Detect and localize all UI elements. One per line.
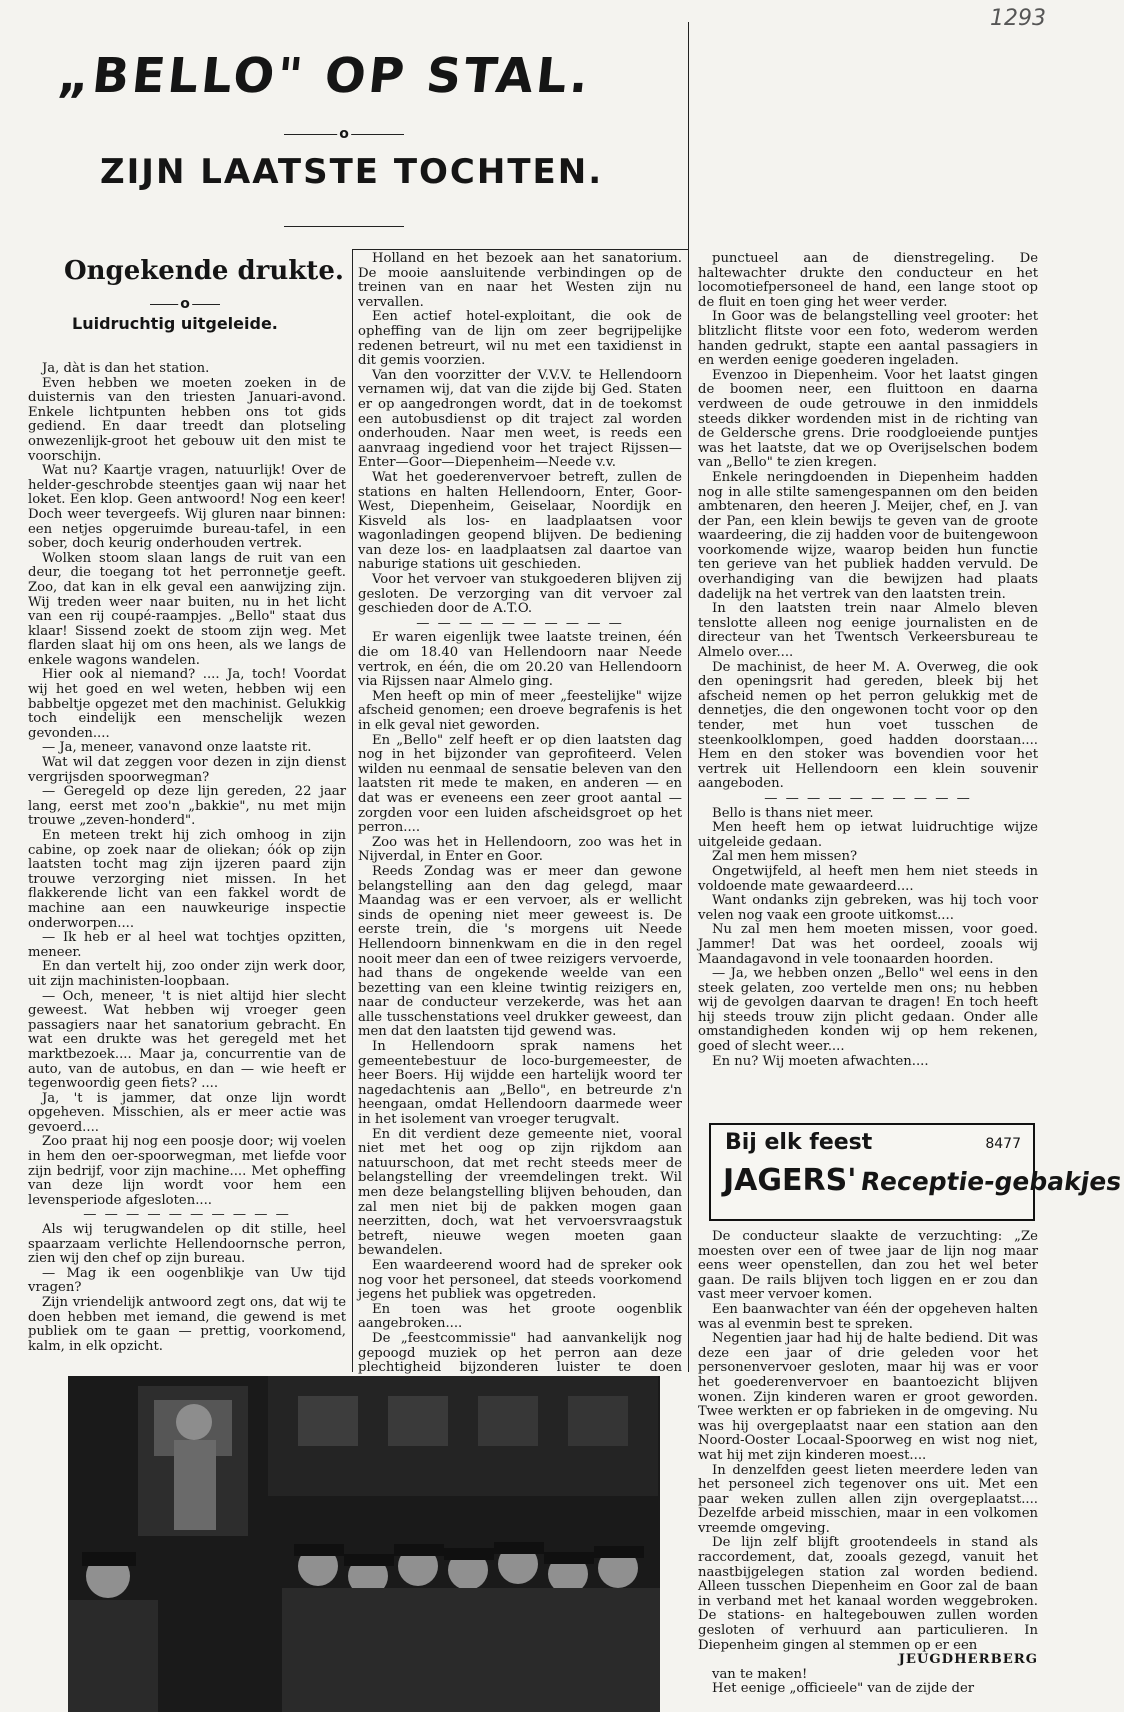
column-rule-2 xyxy=(688,22,689,1372)
paragraph: Even hebben we moeten zoeken in de duisternis van den triesten Januari-avond. Enkele lichtpunten hebben ons tot gids gediend. En daar treedt dan plotseling onwezenlijk-groot het gebouw uit den mist te voorschijn. xyxy=(28,375,346,464)
paragraph: Zoo was het in Hellendoorn, zoo was het in Nijverdal, in Enter en Goor. xyxy=(358,834,682,865)
subheadline: ZIJN LAATSTE TOCHTEN. xyxy=(100,152,604,192)
paragraph: Wat nu? Kaartje vragen, natuurlijk! Over de helder-geschrobde steentjes gaan wij naar het loket. Een klop. Geen antwoord! Nog een keer! Doch weer tevergeefs. Wij gluren naar binnen: een netjes opgeruimde bureau-tafel, in een sober, doch keurig onderhouden vertrek. xyxy=(28,463,346,552)
paragraph: En toen was het groote oogenblik aangebroken.... xyxy=(358,1301,682,1332)
paragraph: Hier ook al niemand? .... Ja, toch! Voordat wij het goed en wel weten, hebben wij een babbeltje opgezet met den machinist. Gelukkig toch eindelijk een menschelijk wezen gevonden.... xyxy=(28,667,346,741)
paragraph: Ja, dàt is dan het station. xyxy=(42,361,210,376)
section-separator xyxy=(150,296,220,312)
paragraph: Ongetwijfeld, al heeft men hem niet steeds in voldoende mate gewaardeerd.... xyxy=(698,863,1038,894)
section-subtitle: Luidruchtig uitgeleide. xyxy=(72,314,278,333)
paragraph: De „feestcommissie" had aanvankelijk nog gepoogd muziek op het perron aan deze plechtigheid bijzonderen luister te doen xyxy=(358,1330,682,1376)
paragraph: — Mag ik een oogenblikje van Uw tijd vragen? xyxy=(28,1265,346,1296)
station-photo xyxy=(68,1376,660,1712)
paragraph: In Hellendoorn sprak namens het gemeentebestuur de loco-burgemeester, de heer Boers. Hij wijdde een hartelijk woord ter nagedachtenis aan „Bello", en betreurde z'n heengaan, omdat Hellendoorn daarmede weer in het isolement van vroeger terugvalt. xyxy=(358,1039,682,1128)
advert-number: 8477 xyxy=(985,1136,1021,1152)
paragraph: De machinist, de heer M. A. Overweg, die ook den openingsrit had gereden, bleek bij het afscheid nemen op het perron gelukkig met de dennetjes, die den ongewonen tocht voor op den tender, met hun voet tusschen de steenkoolklompen, goed hadden doorstaan.... Hem en den stoker was bovendien voor het vertrek uit Hellendoorn een klein souvenir aangeboden. xyxy=(698,659,1038,792)
advert-product: Receptie-gebakjes xyxy=(859,1167,1124,1196)
paragraph: Negentien jaar had hij de halte bediend. Dit was deze een jaar of drie geleden voor het personenvervoer gesloten, maar hij was er voor het goederenvervoer en baantoezicht blijven wonen. Zijn kinderen waren er groot geworden. Twee werkten er op fabrieken in de omgeving. Nu was hij overgeplaatst naar een station aan den Noord-Ooster Locaal-Spoorweg en wist nog niet, wat hij met zijn kinderen moest.... xyxy=(698,1331,1038,1463)
paragraph: — Ja, meneer, vanavond onze laatste rit. xyxy=(42,740,312,756)
paragraph: Holland en het bezoek aan het sanatorium. De mooie aansluitende verbindingen op de treinen van en naar het Westen zijn nu vervallen. xyxy=(358,251,682,310)
paragraph: Men heeft hem op ietwat luidruchtige wijze uitgeleide gedaan. xyxy=(698,820,1038,850)
headline-separator xyxy=(284,126,404,142)
paragraph: Zal men hem missen? xyxy=(712,849,858,865)
paragraph: En dan vertelt hij, zoo onder zijn werk door, uit zijn machinisten-loopbaan. xyxy=(28,959,346,989)
paragraph: Wat het goederenvervoer betreft, zullen de stations en halten Hellendoorn, Enter, Goor-West, Diepenheim, Geiselaar, Noordijk en Kisveld als los- en laadplaatsen voor wagonladingen geopend blijven. De bediening van deze los- en laadplaatsen zal daartoe van naburige stations uit geschieden. xyxy=(358,469,682,573)
article-column-3-top xyxy=(698,252,1038,1114)
paragraph: De conducteur slaakte de verzuchting: „Ze moesten over een of twee jaar de lijn nog maar eens weer openstellen, dan zou het wel beter gaan. De rails blijven toch liggen en er zou dan vast meer vervoer komen. xyxy=(698,1229,1038,1303)
paragraph: — Ja, we hebben onzen „Bello" wel eens in den steek gelaten, zoo vertelde men ons; nu hebben wij de gevolgen daarvan te dragen! En toch heeft hij steeds trouw zijn plicht gedaan. Onder alle omstandigheden konden wij op hem rekenen, goed of slecht weer.... xyxy=(698,966,1038,1055)
paragraph: van te maken! xyxy=(712,1666,808,1682)
section-signature: JEUGDHERBERG xyxy=(898,1652,1038,1668)
top-rule xyxy=(352,249,688,250)
paragraph: Zijn vriendelijk antwoord zegt ons, dat wij te doen hebben met iemand, die gewend is met publiek om te gaan — prettig, voorkomend, kalm, in elk opzicht. xyxy=(28,1295,346,1354)
paragraph: Het eenige „officieele" van de zijde der xyxy=(712,1681,975,1697)
section-title: Ongekende drukte. xyxy=(64,256,344,286)
paragraph: Bello is thans niet meer. xyxy=(712,805,874,821)
subheadline-separator xyxy=(284,226,404,227)
paragraph: Als wij terugwandelen op dit stille, heel spaarzaam verlichte Hellendoornsche perron, zien wij den chef op zijn bureau. xyxy=(28,1222,346,1267)
article-column-1 xyxy=(28,362,346,1366)
headline: „BELLO" OP STAL. xyxy=(55,48,595,104)
paragraph: In Goor was de belangstelling veel grooter: het blitzlicht flitste voor een foto, wederom werden handen gedrukt, stapte een aantal passagiers in en werden eenige goederen ingeladen. xyxy=(698,309,1038,369)
paragraph: En meteen trekt hij zich omhoog in zijn cabine, op zoek naar de oliekan; óók op zijn laatsten tocht mag zijn ijzeren paard zijn trouwe verzorging niet missen. In het flakkerende licht van een fakkel wordt de machine aan een nauwkeurige inspectie onderworpen.... xyxy=(28,828,346,931)
paragraph: Zoo praat hij nog een poosje door; wij voelen in hem den oer-spoorwegman, met liefde voor zijn bedrijf, voor zijn machine.... Met opheffing van deze lijn wordt voor hem een levensperiode afgesloten.... xyxy=(28,1134,346,1208)
paragraph: Een baanwachter van één der opgeheven halten was al evenmin best te spreken. xyxy=(698,1301,1038,1332)
paragraph: Wolken stoom slaan langs de ruit van een deur, die toegang tot het perronnetje geeft. Zoo, dat kan in elk geval een aanwijzing zijn. Wij treden weer naar buiten, nu in het licht van een rij coupé-raampjes. „Bello" staat dus klaar! Sissend zoekt de stoom zijn weg. Met flarden slaat hij om ons heen, als we langs de enkele wagons wandelen. xyxy=(28,550,346,668)
paragraph: Voor het vervoer van stukgoederen blijven zij gesloten. De verzorging van dit vervoer zal geschieden door de A.T.O. xyxy=(358,572,682,617)
paragraph: Nu zal men hem moeten missen, voor goed. Jammer! Dat was het oordeel, zooals wij Maandagavond in vele toonaarden hoorden. xyxy=(698,922,1038,967)
paragraph: Men heeft op min of meer „feestelijke" wijze afscheid genomen; een droeve begrafenis is het in elk geval niet geworden. xyxy=(358,688,682,733)
paragraph: Er waren eigenlijk twee laatste treinen, één die om 18.40 van Hellendoorn naar Neede vertrok, en één, die om 20.20 van Hellendoorn via Rijssen naar Almelo ging. xyxy=(358,630,682,690)
advertisement-box xyxy=(709,1123,1124,1221)
paragraph: — — — — — — — — — — xyxy=(416,615,624,631)
paragraph: En nu? Wij moeten afwachten.... xyxy=(712,1053,929,1069)
paragraph: En „Bello" zelf heeft er op dien laatsten dag nog in het bijzonder van geprofiteerd. Velen wilden nu eenmaal de sensatie beleven van den laatsten rit mede te maken, en anderen — en dat was er eveneens een zeer groot aantal — zorgden voor een luiden afscheidsgroet op het perron.... xyxy=(358,732,682,836)
separator-mark: o xyxy=(339,126,349,142)
page-number: 1293 xyxy=(990,6,1046,31)
paragraph: De lijn zelf blijft grootendeels in stand als raccordement, dat, zooals gezegd, vanuit het naastbijgelegen station zal worden bediend. Alleen tusschen Diepenheim en Goor zal de baan in verband met het kanaal worden weggebroken. De stations- en haltegebouwen zullen worden gesloten of verhuurd aan particulieren. In Diepenheim gingen al stemmen op er een xyxy=(698,1535,1038,1653)
paragraph: — Ik heb er al heel wat tochtjes opzitten, meneer. xyxy=(28,930,346,960)
paragraph: Enkele neringdoenden in Diepenheim hadden nog in alle stilte samengespannen om den beiden ambtenaren, den heeren J. Meijer, chef, en J. van der Pan, een klein bewijs te geven van de groote waardeering, die zij hadden voor de buitengewoon voorkomende wijze, waarop beiden hun functie ten gerieve van het publiek hadden vervuld. De overhandiging van die bewijzen had plaats dadelijk na het vertrek van den laatsten trein. xyxy=(698,469,1038,602)
paragraph: punctueel aan de dienstregeling. De haltewachter drukte den conducteur en het locomotiefpersoneel de hand, een lange stoot op de fluit en toen ging het weer verder. xyxy=(698,251,1038,310)
column-rule-1 xyxy=(352,250,353,1372)
paragraph: En dit verdient deze gemeente niet, vooral niet met het oog op zijn rijkdom aan natuurschoon, dat met recht steeds meer de belangstelling der vreemdelingen trekt. Wil men deze belangstelling blijven behouden, dan zal men niet bij de pakken mogen gaan neerzitten, doch, wat het vervoersvraagstuk betreft, nieuwe wegen moeten gaan bewandelen. xyxy=(358,1126,682,1259)
article-column-3-bottom xyxy=(698,1230,1038,1712)
paragraph: Reeds Zondag was er meer dan gewone belangstelling aan den dag gelegd, maar Maandag was er een vervoer, als er wellicht sinds de opening niet meer geweest is. De eerste trein, die 's morgens uit Neede Hellendoorn binnenkwam en die in den regel nooit meer dan een of twee reizigers vervoerde, had thans de ongekende weelde van een bezetting van een kleine twintig reizigers en, naar de conducteur verzekerde, was het aan alle tusschenstations veel drukker geweest, dan men dat den laatsten tijd gewend was. xyxy=(358,863,682,1040)
paragraph: — — — — — — — — — — xyxy=(764,790,972,806)
paragraph: Een actief hotel-exploitant, die ook de opheffing van de lijn om zeer begrijpelijke redenen betreurt, wil nu met een taxidienst in dit gemis voorzien. xyxy=(358,309,682,369)
paragraph: Van den voorzitter der V.V.V. te Hellendoorn vernamen wij, dat van die zijde bij Ged. Staten er op aangedrongen wordt, dat in de toekomst een autobusdienst op dit traject zal worden onderhouden. Naar men weet, is reeds een aanvraag ingediend voor het traject Rijssen—Enter—Goor—Diepenheim—Neede v.v. xyxy=(358,367,682,471)
paragraph: — Och, meneer, 't is niet altijd hier slecht geweest. Wat hebben wij vroeger geen passagiers naar het sanatorium gebracht. En wat een drukte was het geregeld met het marktbezoek.... Maar ja, concurrentie van de auto, van de autobus, en dan — wie heeft er tegenwoordig geen fiets? .... xyxy=(28,988,346,1092)
paragraph: — Geregeld op deze lijn gereden, 22 jaar lang, eerst met zoo'n „bakkie", nu met mijn trouwe „zeven-honderd". xyxy=(28,784,346,829)
photo-illustration xyxy=(68,1376,660,1712)
paragraph: — — — — — — — — — — xyxy=(83,1207,291,1223)
advert-brand: JAGERS' xyxy=(723,1163,857,1198)
paragraph: Ja, 't is jammer, dat onze lijn wordt opgeheven. Misschien, als er meer actie was gevoerd.... xyxy=(28,1090,346,1135)
paragraph: In den laatsten trein naar Almelo bleven tenslotte alleen nog eenige journalisten en de directeur van het Twentsch Verkeersbureau te Almelo over.... xyxy=(698,601,1038,661)
paragraph: Een waardeerend woord had de spreker ook nog voor het personeel, dat steeds voorkomend jegens het publiek was opgetreden. xyxy=(358,1257,682,1303)
advert-top-line: Bij elk feest xyxy=(725,1130,873,1155)
section-separator-mark: o xyxy=(180,296,190,312)
article-column-2 xyxy=(358,251,682,1376)
advert-line xyxy=(723,1163,1122,1198)
paragraph: Wat wil dat zeggen voor dezen in zijn dienst vergrijsden spoorwegman? xyxy=(28,755,346,785)
paragraph: Evenzoo in Diepenheim. Voor het laatst gingen de boomen neer, een fluittoon en daarna verdween de oude getrouwe in den inmiddels steeds dikker wordenden mist in de richting van de Geldersche grens. Drie roodgloeiende puntjes was het laatste, dat we op Overijselschen bodem van „Bello" te zien kregen. xyxy=(698,367,1038,471)
paragraph: In denzelfden geest lieten meerdere leden van het personeel zich tegenover ons uit. Met een paar weken zullen allen zijn overgeplaatst.... Dezelfde arbeid misschien, maar in een volkomen vreemde omgeving. xyxy=(698,1462,1038,1536)
paragraph: Want ondanks zijn gebreken, was hij toch voor velen nog vaak een groote uitkomst.... xyxy=(698,893,1038,923)
